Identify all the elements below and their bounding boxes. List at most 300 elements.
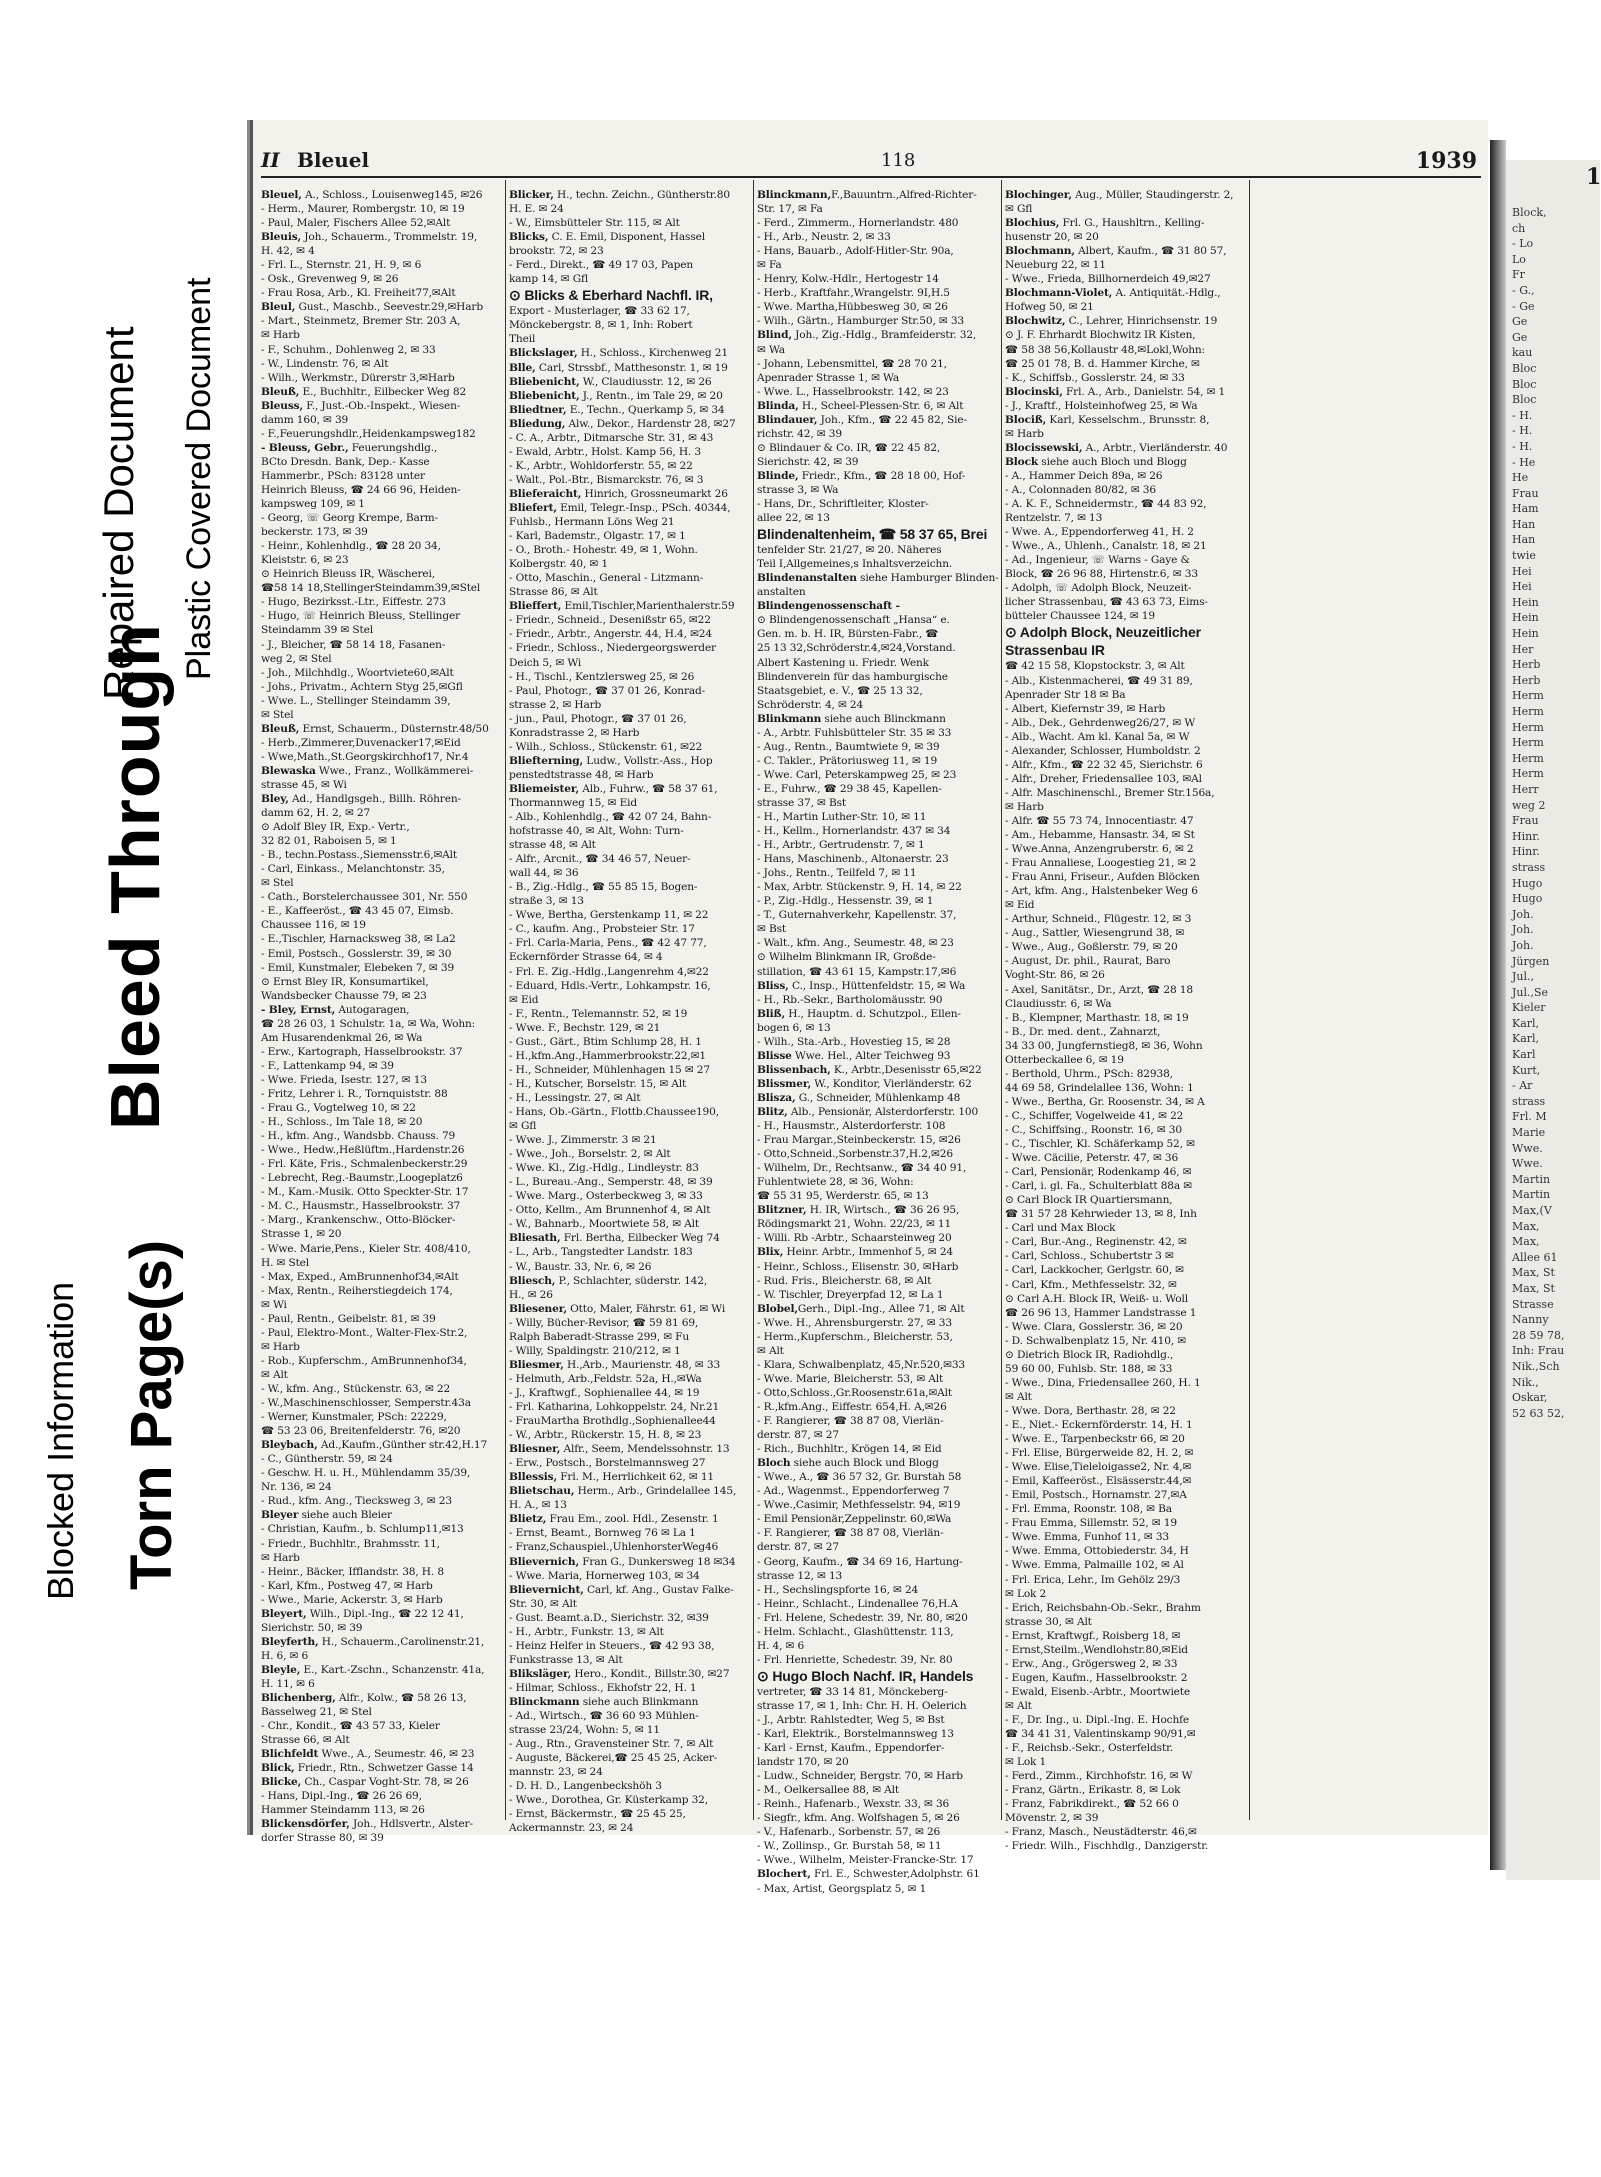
column-divider xyxy=(1001,180,1002,1820)
directory-entry: - Werner, Kunstmaler, PSch: 22229, xyxy=(261,1411,447,1424)
directory-entry: - August, Dr. phil., Raurat, Baro xyxy=(1005,955,1171,968)
facing-page-line: strass xyxy=(1512,860,1546,874)
directory-entry: ☎ 55 31 95, Werderstr. 65, ✉ 13 xyxy=(757,1190,929,1203)
directory-entry: - H., Arb., Neustr. 2, ✉ 33 xyxy=(757,231,891,244)
directory-entry: Blindenverein für das hamburgische xyxy=(757,670,948,683)
directory-entry: Blinkmann siehe auch Blinckmann xyxy=(757,712,946,725)
directory-entry: Blochmann-Violet, A. Antiquität.-Hdlg., xyxy=(1005,287,1221,300)
directory-entry: ✉ Wi xyxy=(261,1298,287,1311)
directory-entry: Am Husarendenkmal 26, ✉ Wa xyxy=(261,1031,423,1044)
running-head-name: Bleuel xyxy=(297,148,370,172)
directory-entry: ☎ 26 96 13, Hammer Landstrasse 1 xyxy=(1005,1306,1197,1319)
directory-entry: - Wwe.Anna, Anzengruberstr. 6, ✉ 2 xyxy=(1005,843,1194,856)
directory-entry: - Max, Arbtr. Stückenstr. 9, H. 14, ✉ 22 xyxy=(757,881,962,894)
directory-entry: ✉ Bst xyxy=(757,923,786,936)
directory-entry: 32 82 01, Raboisen 5, ✉ 1 xyxy=(261,835,397,848)
facing-page-line: Kurt, xyxy=(1512,1063,1541,1077)
directory-entry: 34 33 00, Jungfernstieg8, ✉ 36, Wohn xyxy=(1005,1039,1203,1052)
facing-page-line: Marie xyxy=(1512,1126,1546,1140)
directory-entry: Bleuel, A., Schloss., Louisenweg145, ✉26 xyxy=(261,189,483,201)
directory-entry: - B., techn.Postass.,Siemensstr.6,✉Alt xyxy=(261,849,458,862)
directory-entry: - Heinr., Schloss., Elisenstr. 30, ✉Harb xyxy=(757,1260,959,1273)
directory-entry: - A. K. F., Schneidermstr., ☎ 44 83 92, xyxy=(1005,498,1207,511)
directory-entry: H. ✉ Stel xyxy=(261,1256,310,1269)
directory-entry: Bliesmer, H.,Arb., Maurienstr. 48, ✉ 33 xyxy=(509,1358,721,1371)
facing-page-line: Bloc xyxy=(1512,361,1537,375)
directory-entry: - Cath., Borstelerchaussee 301, Nr. 550 xyxy=(261,891,468,904)
facing-page-line: - Ar xyxy=(1512,1079,1533,1093)
directory-entry: ✉ Fa xyxy=(757,259,782,272)
directory-entry: Steindamm 39 ✉ Stel xyxy=(261,624,373,637)
facing-page-line: Inh: Frau xyxy=(1512,1344,1565,1358)
facing-page-line: Max, xyxy=(1512,1219,1540,1233)
directory-entry: Hammerbr., PSch: 83128 unter xyxy=(261,469,425,482)
directory-entry: - Geschw. H. u. H., Mühlendamm 35/39, xyxy=(261,1467,471,1480)
directory-entry: - Alexander, Schlosser, Humboldstr. 2 xyxy=(1005,744,1201,757)
facing-page-line: - H. xyxy=(1512,439,1533,453)
facing-page-line: Han xyxy=(1512,533,1536,547)
directory-entry: Blichfeldt Wwe., A., Seumestr. 46, ✉ 23 xyxy=(261,1748,475,1761)
facing-page-line: Nik., xyxy=(1512,1375,1539,1389)
directory-entry: Bliebenicht, W., Claudiusstr. 12, ✉ 26 xyxy=(509,375,712,388)
directory-entry: - Frl. Helene, Schedestr. 39, Nr. 80, ✉20 xyxy=(757,1611,968,1624)
facing-page-line: Hinr. xyxy=(1512,845,1540,859)
directory-entry: Mönckebergstr. 8, ✉ 1, Inh: Robert xyxy=(509,319,693,332)
directory-entry: kamp 14, ✉ Gfl xyxy=(509,273,589,286)
directory-entry: - Frl. Elise, Bürgerweide 82, H. 2, ✉ xyxy=(1005,1447,1194,1460)
directory-entry: - jun., Paul, Photogr., ☎ 37 01 26, xyxy=(509,712,687,725)
directory-entry: - Walt., Pol.-Btr., Bismarckstr. 76, ✉ 3 xyxy=(509,473,704,486)
directory-entry: Otterbeckallee 6, ✉ 19 xyxy=(1005,1053,1124,1066)
directory-entry: - Alb., Kistenmacherei, ☎ 49 31 89, xyxy=(1005,674,1193,687)
directory-entry: Bley, Ad., Handlgsgeh., Billh. Röhren- xyxy=(261,793,461,806)
directory-entry: Blochmann, Albert, Kaufm., ☎ 31 80 57, xyxy=(1005,245,1227,258)
facing-page-line: Herm xyxy=(1512,767,1544,781)
directory-entry: - Axel, Sanitätsr., Dr., Arzt, ☎ 28 18 xyxy=(1005,983,1193,996)
directory-entry: - Johs., Privatm., Achtern Styg 25,✉Gfl xyxy=(261,680,463,693)
directory-entry: - Ad., Ingenieur, ☏ Warns - Gaye & xyxy=(1005,554,1190,567)
directory-entry: Strassenbau IR xyxy=(1005,642,1105,659)
directory-entry: - Art, kfm. Ang., Halstenbeker Weg 6 xyxy=(1005,885,1198,898)
directory-entry: strasse 23/24, Wohn: 5, ✉ 11 xyxy=(509,1724,660,1737)
directory-entry: Blicke, Ch., Caspar Voght-Str. 78, ✉ 26 xyxy=(261,1776,469,1789)
directory-entry: Apenrader Str 18 ✉ Ba xyxy=(1005,688,1126,701)
facing-page-line: Martin xyxy=(1512,1172,1551,1186)
directory-entry: - Rud., kfm. Ang., Tieckswеg 3, ✉ 23 xyxy=(261,1495,452,1508)
directory-entry: - D. H. D., Langenbeckshöh 3 xyxy=(509,1780,662,1793)
directory-entry: ☎ 28 26 03, 1 Schulstr. 1a, ✉ Wa, Wohn: xyxy=(261,1017,476,1030)
directory-entry: - H.,kfm.Ang.,Hammerbrookstr.22,✉1 xyxy=(509,1049,706,1062)
facing-page-line: Hein xyxy=(1512,595,1539,609)
directory-entry: Blievernicht, Carl, kf. Ang., Gustav Falke- xyxy=(509,1583,734,1596)
directory-entry: H. E. ✉ 24 xyxy=(509,203,564,216)
directory-entry: - W., kfm. Ang., Stückenstr. 63, ✉ 22 xyxy=(261,1382,451,1395)
directory-entry: - Herb.,Zimmerer,Duvenacker17,✉Eid xyxy=(261,736,461,749)
facing-page-line: Max,(V xyxy=(1512,1204,1552,1217)
directory-entry: - Alfr. ☎ 55 73 74, Innocentiastr. 47 xyxy=(1005,814,1194,827)
directory-entry: - H., kfm. Ang., Wandsbb. Chauss. 79 xyxy=(261,1130,456,1143)
directory-entry: - Frl. Käte, Fris., Schmalenbeckerstr.29 xyxy=(261,1158,468,1171)
directory-entry: brookstr. 72, ✉ 23 xyxy=(509,245,604,258)
facing-page-line: weg 2 xyxy=(1512,798,1546,812)
facing-page-line: ch xyxy=(1512,221,1526,235)
directory-entry: Export - Musterlager, ☎ 33 62 17, xyxy=(509,305,690,318)
directory-entry: Hofweg 50, ✉ 21 xyxy=(1005,301,1094,314)
facing-page-line: Hein xyxy=(1512,627,1539,641)
directory-entry: Bliß, H., Hauptm. d. Schutzpol., Ellen- xyxy=(757,1007,961,1020)
directory-entry: - A., Colonnaden 80/82, ✉ 36 xyxy=(1005,483,1156,496)
directory-entry: Strasse 86, ✉ Alt xyxy=(509,586,598,599)
directory-entry: - Wwe.,Casimir, Methfesselstr. 94, ✉19 xyxy=(757,1499,961,1512)
directory-entry: Blochwitz, C., Lehrer, Hinrichsenstr. 19 xyxy=(1005,315,1218,328)
directory-entry: Schröderstr. 4, ✉ 24 xyxy=(757,698,864,711)
facing-page-line: Nik.,Sch xyxy=(1512,1359,1560,1373)
directory-entry: Neueburg 22, ✉ 11 xyxy=(1005,259,1106,272)
directory-entry: - Wwe., Frieda, Billhornerdeich 49,✉27 xyxy=(1005,273,1211,286)
directory-entry: Bliefterning, Ludw., Vollstr.-Ass., Hop xyxy=(509,754,713,767)
directory-entry: - H., Rb.-Sekr., Bartholomäusstr. 90 xyxy=(757,993,943,1006)
directory-entry: - FrauMartha Brothdlg.,Sophienallee44 xyxy=(509,1415,716,1428)
directory-entry: - Otto, Maschin., General - Litzmann- xyxy=(509,572,704,585)
directory-entry: Blocinski, Frl. A., Arb., Danielstr. 54, ✉ 1 xyxy=(1005,385,1226,398)
directory-entry: - Paul, Maler, Fischers Allee 52,✉Alt xyxy=(261,217,451,230)
facing-page-line: Hugo xyxy=(1512,892,1543,906)
directory-entry: Bleuß, Ernst, Schauerm., Düsternstr.48/50 xyxy=(261,722,489,735)
directory-entry: - Helmuth, Arb.,Feldstr. 52a, H.,✉Wa xyxy=(509,1372,702,1385)
directory-entry: strasse 45, ✉ Wi xyxy=(261,778,347,791)
facing-page-line: Joh. xyxy=(1512,907,1534,921)
directory-entry: - H., Lessingstr. 27, ✉ Alt xyxy=(509,1091,641,1104)
directory-entry: ⊙ Adolf Bley IR, Exp.- Vertr., xyxy=(261,821,410,834)
directory-entry: Blickensdörfer, Joh., Hdlsvertr., Alster- xyxy=(261,1818,473,1831)
directory-entry: - B., Zig.-Hdlg., ☎ 55 85 15, Bogen- xyxy=(509,881,698,894)
directory-entry: Blindenaltenheim, ☎ 58 37 65, Brei xyxy=(757,526,988,543)
directory-entry: strasse 30, ✉ Alt xyxy=(1005,1615,1092,1628)
directory-entry: - Heinr., Kohlenhdlg., ☎ 28 20 34, xyxy=(261,540,441,553)
directory-entry: ✉ Eid xyxy=(509,993,539,1006)
directory-entry: - Aug., Rtn., Gravensteiner Str. 7, ✉ Alt xyxy=(509,1738,714,1751)
directory-entry: - Emil, Postsch., Hornamstr. 27,✉A xyxy=(1005,1489,1187,1502)
directory-entry: landstr 170, ✉ 20 xyxy=(757,1756,849,1769)
directory-entry: Bleyle, E., Kart.-Zschn., Schanzenstr. 41a, xyxy=(261,1663,485,1676)
directory-entry: Blindauer, Joh., Kfm., ☎ 22 45 82, Sie- xyxy=(757,413,967,426)
directory-entry: 25 13 32,Schröderstr.4,✉24,Vorstand. xyxy=(757,642,956,655)
directory-entry: - Helm. Schlacht., Glashüttenstr. 113, xyxy=(757,1625,954,1638)
directory-entry: - Franz, Masch., Neustädterstr. 46,✉ xyxy=(1005,1826,1197,1839)
directory-entry: - Wwe. Clara, Gosslerstr. 36, ✉ 20 xyxy=(1005,1320,1183,1333)
directory-entry: Teil I,Allgemeines,s Inhaltsverzeichn. xyxy=(757,558,953,571)
facing-page-line: Herm xyxy=(1512,720,1544,734)
directory-entry: ☎ 25 01 78, B. d. Hammer Kirche, ✉ xyxy=(1005,357,1200,370)
directory-entry: - Hans, Dipl.-Ing., ☎ 26 26 69, xyxy=(261,1790,422,1803)
directory-entry: - Wwe., A., ☎ 36 57 32, Gr. Burstah 58 xyxy=(757,1471,962,1484)
directory-entry: - F., Rentn., Telemannstr. 52, ✉ 19 xyxy=(509,1007,688,1020)
directory-page xyxy=(250,120,1488,1895)
directory-entry: allee 22, ✉ 13 xyxy=(757,512,830,525)
directory-entry: - P., Zig.-Hdlg., Hessenstr. 39, ✉ 1 xyxy=(757,895,934,908)
directory-entry: - W., Eimsbütteler Str. 115, ✉ Alt xyxy=(509,217,680,230)
directory-entry: ⊙ Wilhelm Blinkmann IR, Großde- xyxy=(757,951,936,964)
directory-entry: Blinckmann,F.,Bauuntrn.,Alfred-Richter- xyxy=(757,189,977,201)
directory-entry: dorfer Strasse 80, ✉ 39 xyxy=(261,1832,384,1845)
directory-entry: Heinrich Bleuss, ☎ 24 66 96, Heiden- xyxy=(261,483,461,496)
directory-entry: Blisse Wwe. Hel., Alter Teichweg 93 xyxy=(757,1049,951,1062)
directory-entry: husenstr 20, ✉ 20 xyxy=(1005,231,1099,244)
directory-entry: Funkstrasse 13, ✉ Alt xyxy=(509,1653,623,1666)
directory-entry: - Wwe. Kl., Zig.-Hdlg., Lindleystr. 83 xyxy=(509,1162,699,1175)
directory-entry: penstedtstrasse 48, ✉ Harb xyxy=(509,768,654,781)
directory-entry: - Hans, Maschinenb., Altonaerstr. 23 xyxy=(757,853,949,866)
facing-page-line: twie xyxy=(1512,549,1536,563)
directory-entry: Basselweg 21, ✉ Stel xyxy=(261,1706,372,1719)
directory-entry: bütteler Chaussee 124, ✉ 19 xyxy=(1005,610,1155,623)
directory-entry: - Wwe. Emma, Ottobiederstr. 34, H xyxy=(1005,1545,1189,1558)
directory-column-3 xyxy=(757,188,999,1895)
directory-entry: ✉ Alt xyxy=(1005,1699,1032,1712)
directory-entry: Sierichstr. 42, ✉ 39 xyxy=(757,455,859,468)
directory-entry: - Carl und Max Block xyxy=(1005,1222,1116,1235)
page-header xyxy=(261,148,1481,178)
directory-entry: Ralph Baberadt-Strasse 299, ✉ Fu xyxy=(509,1330,690,1343)
directory-entry: straße 3, ✉ 13 xyxy=(509,895,584,908)
directory-entry: - F., Reichsb.-Sekr., Osterfeldstr. xyxy=(1005,1742,1174,1755)
facing-page-line: Nanny xyxy=(1512,1313,1549,1327)
directory-entry: - Siegfr., kfm. Ang. Wolfshagen 5, ✉ 26 xyxy=(757,1812,960,1825)
directory-entry: Str. 17, ✉ Fa xyxy=(757,203,823,216)
facing-page-line: He xyxy=(1512,471,1529,485)
directory-entry: - Karl, Elektrik., Borstelmannsweg 13 xyxy=(757,1728,954,1741)
directory-entry: ✉ Alt xyxy=(1005,1390,1032,1403)
directory-entry: - Franz,Schauspiel.,UhlenhorsterWeg46 xyxy=(509,1541,719,1554)
directory-entry: Blissenbach, K., Arbtr.,Desenisstr 65,✉22 xyxy=(757,1063,982,1076)
directory-entry: ☎ 53 23 06, Breitenfelderstr. 76, ✉20 xyxy=(261,1425,461,1438)
directory-entry: Blitz, Alb., Pensionär, Alsterdorferstr. 100 xyxy=(757,1106,979,1118)
directory-entry: 59 60 00, Fuhlsb. Str. 188, ✉ 33 xyxy=(1005,1362,1173,1375)
facing-page-line: Herr xyxy=(1512,782,1539,796)
directory-entry: H. A., ✉ 13 xyxy=(509,1499,567,1512)
directory-entry: - W., Arbtr., Rückerstr. 15, H. 8, ✉ 23 xyxy=(509,1429,702,1442)
directory-entry: - Hans, Ob.-Gärtn., Flottb.Chaussee190, xyxy=(509,1106,719,1118)
facing-page-line: Herb xyxy=(1512,658,1541,672)
directory-entry: - Erw., Postsch., Borstelmannsweg 27 xyxy=(509,1457,706,1470)
directory-entry: - Friedr., Arbtr., Angerstr. 44, H.4, ✉24 xyxy=(509,628,712,641)
facing-page-line: Strasse xyxy=(1512,1297,1554,1311)
directory-entry: Blicks, C. E. Emil, Disponent, Hassel xyxy=(509,231,705,244)
directory-entry: 44 69 58, Grindelallee 136, Wohn: 1 xyxy=(1005,1081,1194,1094)
directory-entry: - Frl. E. Zig.-Hdlg.,Langenrehm 4,✉22 xyxy=(509,965,709,978)
directory-entry: - Wwe., Aug., Goßlerstr. 79, ✉ 20 xyxy=(1005,941,1178,954)
directory-entry: - B., Dr. med. dent., Zahnarzt, xyxy=(1005,1025,1161,1038)
directory-entry: - Frau G., Vogtelweg 10, ✉ 22 xyxy=(261,1102,416,1115)
directory-entry: - H., Hausmstr., Alsterdorferstr. 108 xyxy=(757,1120,946,1133)
directory-entry: - Am., Hebamme, Hansastr. 34, ✉ St xyxy=(1005,829,1195,842)
directory-entry: stillation, ☎ 43 61 15, Kampstr.17,✉6 xyxy=(757,965,957,978)
directory-entry: - Aug., Rentn., Baumtwiete 9, ✉ 39 xyxy=(757,740,940,753)
directory-entry: kampsweg 109, ✉ 1 xyxy=(261,498,365,511)
facing-page-line: Ge xyxy=(1512,330,1528,344)
directory-entry: Bliesener, Otto, Maler, Fährstr. 61, ✉ Wi xyxy=(509,1302,726,1315)
directory-entry: Bleyert, Wilh., Dipl.-Ing., ☎ 22 12 41, xyxy=(261,1607,464,1620)
directory-entry: - W.,Maschinenschlosser, Semperstr.43a xyxy=(261,1397,471,1410)
directory-entry: - Marg., Krankenschw., Otto-Blöcker- xyxy=(261,1214,456,1227)
directory-entry: Albert Kastening u. Friedr. Wenk xyxy=(757,656,929,669)
directory-entry: vertreter, ☎ 33 14 81, Mönckeberg- xyxy=(757,1685,948,1698)
directory-entry: - Wilh., Werkmstr., Dürerstr 3,✉Harb xyxy=(261,371,455,384)
directory-entry: - K., Schiffsb., Gosslerstr. 24, ✉ 33 xyxy=(1005,371,1185,384)
directory-entry: - Willy, Spaldingstr. 210/212, ✉ 1 xyxy=(509,1344,681,1357)
directory-entry: Bliebenicht, J., Rentn., im Tale 29, ✉ 20 xyxy=(509,389,723,402)
directory-entry: - B., Klempner, Marthastr. 18, ✉ 19 xyxy=(1005,1011,1189,1024)
facing-page-line: Her xyxy=(1512,642,1534,656)
directory-entry: - Wwe. Martha,Hübbesweg 30, ✉ 26 xyxy=(757,301,948,314)
directory-entry: - H., Tischl., Kentzlersweg 25, ✉ 26 xyxy=(509,670,695,683)
directory-entry: - F. Rangierer, ☎ 38 87 08, Vierlän- xyxy=(757,1527,944,1540)
facing-page-line: Allee 61 xyxy=(1512,1250,1558,1264)
directory-entry: ✉ Stel xyxy=(261,877,294,890)
directory-entry: - C. Takler., Prätoriusweg 11, ✉ 19 xyxy=(757,754,938,767)
directory-entry: - W., Zollinsp., Gr. Burstah 58, ✉ 11 xyxy=(757,1840,942,1853)
directory-entry: ✉ Harb xyxy=(261,329,300,342)
column-divider xyxy=(753,180,754,1820)
facing-page-line: 28 59 78, xyxy=(1512,1328,1565,1342)
directory-entry: Chaussee 116, ✉ 19 xyxy=(261,919,366,932)
facing-page-line: - Lo xyxy=(1512,237,1534,251)
directory-entry: - L., Arb., Tangstedter Landstr. 183 xyxy=(509,1246,693,1259)
facing-page-number: 1 xyxy=(1586,164,1601,190)
book-spine xyxy=(1490,140,1506,1870)
facing-page-line: Frl. M xyxy=(1512,1110,1547,1124)
directory-entry: beckerstr. 173, ✉ 39 xyxy=(261,526,368,539)
directory-entry: Kolbergstr. 40, ✉ 1 xyxy=(509,558,608,571)
directory-entry: strasse 17, ✉ 1, Inh: Chr. H. H. Oelerich xyxy=(757,1699,967,1712)
directory-entry: ⊙ Blicks & Eberhard Nachfl. IR, xyxy=(509,287,713,304)
facing-page-line: Bloc xyxy=(1512,377,1537,391)
facing-page-line: Hei xyxy=(1512,580,1532,594)
facing-page-line: Martin xyxy=(1512,1188,1551,1202)
directory-entry: - Alb., Wacht. Am kl. Kanal 5a, ✉ W xyxy=(1005,730,1190,743)
directory-entry: - Ad., Wirtsch., ☎ 36 60 93 Mühlen- xyxy=(509,1710,699,1723)
directory-entry: Bliesner, Alfr., Seem, Mendelssohnstr. 13 xyxy=(509,1443,730,1456)
directory-entry: Deich 5, ✉ Wi xyxy=(509,656,582,669)
directory-entry: - E., Niet.- Eckernförderstr. 14, H. 1 xyxy=(1005,1418,1193,1431)
directory-entry: - Frau Margar.,Steinbeckerstr. 15, ✉26 xyxy=(757,1134,961,1147)
directory-entry: - H., Arbtr., Gertrudenstr. 7, ✉ 1 xyxy=(757,839,925,852)
directory-entry: - Wwe,Math.,St.Georgskirchhof17, Nr.4 xyxy=(261,750,469,763)
directory-entry: - Carl, Kfm., Methfesselstr. 32, ✉ xyxy=(1005,1278,1177,1291)
directory-entry: Bloch siehe auch Block und Blogg xyxy=(757,1457,939,1470)
directory-entry: Blitzner, H. IR, Wirtsch., ☎ 36 26 95, xyxy=(757,1204,960,1217)
directory-entry: Blichenberg, Alfr., Kolw., ☎ 58 26 13, xyxy=(261,1692,467,1705)
directory-entry: - Alfr., Kfm., ☎ 22 32 45, Sierichstr. 6 xyxy=(1005,758,1203,771)
directory-entry: Wandsbecker Chausse 79, ✉ 23 xyxy=(261,989,427,1002)
directory-entry: - Wilh., Sta.-Arb., Hovestieg 15, ✉ 28 xyxy=(757,1035,951,1048)
directory-entry: Blinde, Friedr., Kfm., ☎ 28 18 00, Hof- xyxy=(757,469,966,482)
directory-entry: - Wwe. Dora, Berthastr. 28, ✉ 22 xyxy=(1005,1404,1176,1417)
year-label: 1939 xyxy=(1415,148,1477,174)
directory-entry: - C., Schiffer, Vogelweide 41, ✉ 22 xyxy=(1005,1109,1184,1122)
facing-page-line: Herb xyxy=(1512,673,1541,687)
directory-entry: - A., Hammer Deich 89a, ✉ 26 xyxy=(1005,469,1163,482)
directory-entry: - Mart., Steinmetz, Bremer Str. 203 A, xyxy=(261,315,461,328)
directory-entry: ✉ Gfl xyxy=(509,1120,537,1133)
directory-entry: Blociß, Karl, Kesselschm., Brunsstr. 8, xyxy=(1005,413,1210,426)
directory-entry: - Bley, Ernst, Autogaragen, xyxy=(261,1003,410,1016)
directory-entry: Staatsgebiet, e. V., ☎ 25 13 32, xyxy=(757,684,923,697)
directory-entry: - Arthur, Schneid., Flügestr. 12, ✉ 3 xyxy=(1005,913,1192,926)
facing-page-line: Wwe. xyxy=(1512,1141,1543,1155)
directory-entry: - Friedr. Wilh., Fischhdlg., Danzigerstr. xyxy=(1005,1840,1209,1853)
directory-entry: - Wwe. J., Zimmerstr. 3 ✉ 21 xyxy=(509,1134,657,1147)
directory-entry: ⊙ Dietrich Block IR, Radiohdlg., xyxy=(1005,1348,1174,1361)
directory-entry: licher Strassenbau, ☎ 43 63 73, Eims- xyxy=(1005,596,1208,609)
directory-entry: - Johann, Lebensmittel, ☎ 28 70 21, xyxy=(757,357,947,370)
directory-entry: - M., Kam.-Musik. Otto Speckter-Str. 17 xyxy=(261,1186,469,1199)
directory-entry: - Erich, Reichsbahn-Ob.-Sekr., Brahm xyxy=(1005,1601,1201,1614)
directory-entry: Fuhlentwiete 28, ✉ 36, Wohn: xyxy=(757,1176,914,1189)
directory-entry: - Frl. Carla-Maria, Pens., ☎ 42 47 77, xyxy=(509,937,707,950)
directory-entry: Rödingsmarkt 21, Wohn. 22/23, ✉ 11 xyxy=(757,1218,952,1231)
directory-entry: - Wwe., Wilhelm, Meister-Francke-Str. 17 xyxy=(757,1854,974,1867)
directory-entry: ⊙ Carl Block IR Quartiersmann, xyxy=(1005,1194,1173,1207)
directory-entry: ✉ Harb xyxy=(261,1340,300,1353)
directory-entry: - Hugo, Bezirksst.-Ltr., Eiffestr. 273 xyxy=(261,596,446,609)
directory-entry: hofstrasse 40, ✉ Alt, Wohn: Turn- xyxy=(509,825,684,838)
directory-entry: Str. 30, ✉ Alt xyxy=(509,1597,577,1610)
directory-entry: - Wwe. Emma, Palmaille 102, ✉ Al xyxy=(1005,1559,1184,1572)
directory-entry: - F. Rangierer, ☎ 38 87 08, Vierlän- xyxy=(757,1415,944,1428)
directory-entry: Apenrader Strasse 1, ✉ Wa xyxy=(757,371,900,384)
directory-entry: - V., Hafenarb., Sorbenstr. 57, ✉ 26 xyxy=(757,1826,941,1839)
directory-column-5 xyxy=(1253,188,1483,1828)
directory-entry: - Auguste, Bäckerei,☎ 25 45 25, Acker- xyxy=(509,1752,718,1765)
directory-entry: weg 2, ✉ Stel xyxy=(261,652,332,665)
facing-page-line: Karl, xyxy=(1512,1032,1540,1046)
facing-page-line: Hein xyxy=(1512,611,1539,625)
directory-entry: - H., Kutscher, Borselstr. 15, ✉ Alt xyxy=(509,1077,687,1090)
directory-entry: - Herm., Maurer, Rombergstr. 10, ✉ 19 xyxy=(261,203,465,216)
directory-entry: anstalten xyxy=(757,586,806,599)
directory-entry: - Lebrecht, Reg.-Baumstr.,Loogeplatz6 xyxy=(261,1172,463,1185)
repaired-document-stamp: Repaired Document xyxy=(95,326,142,700)
directory-entry: - Gust. Beamt.a.D., Sierichstr. 32, ✉39 xyxy=(509,1611,709,1624)
directory-entry: - Wwe. L., Hasselbrookstr. 142, ✉ 23 xyxy=(757,385,949,398)
directory-entry: ☎ 58 38 56,Kollaustr 48,✉Lokl,Wohn: xyxy=(1005,343,1205,356)
directory-entry: Bliksläger, Hero., Kondit., Billstr.30, ✉27 xyxy=(509,1667,730,1680)
directory-entry: Blochius, Frl. G., Haushltrn., Kelling- xyxy=(1005,217,1205,230)
directory-entry: Blieffert, Emil,Tischler,Marienthalerstr.59 xyxy=(509,600,735,613)
directory-entry: - Paul, Rentn., Geibelstr. 81, ✉ 39 xyxy=(261,1312,436,1325)
directory-entry: - Wwe., Marie, Ackerstr. 3, ✉ Harb xyxy=(261,1593,443,1606)
directory-entry: ✉ Alt xyxy=(757,1344,784,1357)
directory-entry: - Eduard, Hdls.-Vertr., Lohkampstr. 16, xyxy=(509,979,711,992)
directory-entry: damm 62, H. 2, ✉ 27 xyxy=(261,807,371,820)
directory-column-1 xyxy=(261,188,503,1845)
directory-entry: - Alfr., Arcnit., ☎ 34 46 57, Neuer- xyxy=(509,853,691,866)
directory-entry: - A., Arbtr. Fuhlsbütteler Str. 35 ✉ 33 xyxy=(757,726,952,739)
facing-page-fragment xyxy=(1506,160,1600,1880)
directory-column-2 xyxy=(509,188,751,1835)
directory-entry: - Wilh., Gärtn., Hamburger Str.50, ✉ 33 xyxy=(757,315,964,328)
facing-page-line: Herm xyxy=(1512,689,1544,703)
directory-entry: Blinda, H., Scheel-Plessen-Str. 6, ✉ Alt xyxy=(757,399,964,412)
directory-entry: Bleybach, Ad.,Kaufm.,Günther str.42,H.17 xyxy=(261,1439,488,1452)
directory-entry: - Paul, Elektro-Mont., Walter-Flex-Str.2, xyxy=(261,1326,468,1339)
facing-page-line: Kieler xyxy=(1512,1001,1546,1015)
directory-entry: ⊙ Hugo Bloch Nachf. IR, Handels xyxy=(757,1667,974,1684)
directory-entry: - Walt., kfm. Ang., Seumestr. 48, ✉ 23 xyxy=(757,937,954,950)
directory-entry: Bleuß, E., Buchhltr., Eilbecker Weg 82 xyxy=(261,385,467,398)
directory-entry: - D. Schwalbenplatz 15, Nr. 410, ✉ xyxy=(1005,1334,1186,1347)
